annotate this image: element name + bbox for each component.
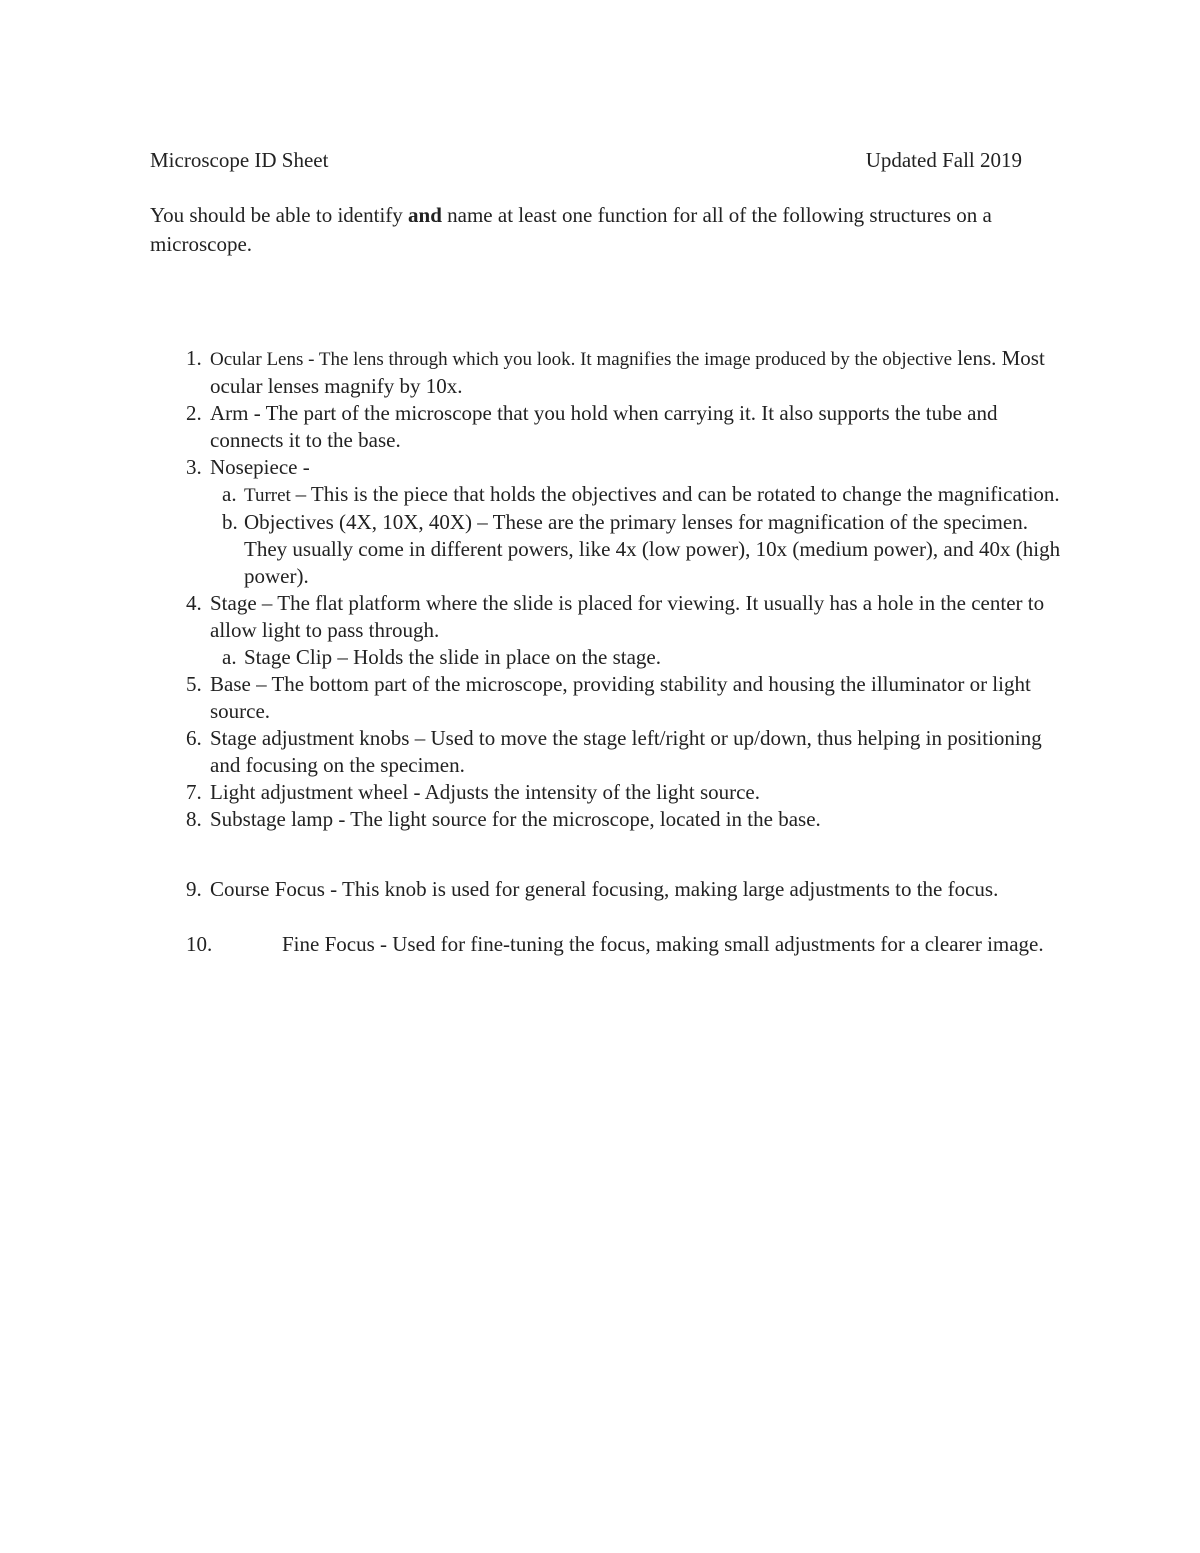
item-text: Arm - The part of the microscope that you hold when carrying it. It also supports the tube and connects it to the base. xyxy=(210,401,998,452)
list-item xyxy=(150,400,1070,454)
item-number: 5. xyxy=(186,672,202,696)
document-title: Microscope ID Sheet xyxy=(150,148,329,172)
item-text: Stage adjustment knobs – Used to move the stage left/right or up/down, thus helping in positioning and focusing on the specimen. xyxy=(210,726,1042,777)
item-text: Stage – The flat platform where the slide is placed for viewing. It usually has a hole in the center to allow light to pass through. xyxy=(210,591,1045,642)
structure-list xyxy=(150,345,1070,958)
list-item xyxy=(150,931,1070,958)
item-number: 7. xyxy=(186,780,202,804)
spacer xyxy=(150,903,1070,931)
sub-item xyxy=(150,481,1070,509)
sub-item xyxy=(150,509,1070,590)
item-name: Ocular Lens - xyxy=(210,349,319,370)
sub-item-letter: a. xyxy=(222,482,237,506)
item-number: 3. xyxy=(186,455,202,479)
sub-item-letter: a. xyxy=(222,645,237,669)
item-text: Nosepiece - xyxy=(210,455,310,479)
item-number: 9. xyxy=(186,877,202,901)
intro-text-start: You should be able to identify xyxy=(150,203,409,227)
sub-item-name: Turret xyxy=(244,485,296,506)
item-description-continued: lens. Most ocular lenses magnify by 10x. xyxy=(210,346,1045,398)
list-item xyxy=(150,806,1070,833)
item-description: The lens through which you look. It magnifies the image produced by the objective xyxy=(318,349,953,370)
sub-item-text: Stage Clip – Holds the slide in place on the stage. xyxy=(244,645,662,669)
sub-item-letter: b. xyxy=(222,510,238,534)
intro-text-end: name at least one function for all of the following structures on a microscope. xyxy=(150,203,992,256)
list-item xyxy=(150,454,1070,481)
sub-item-text: Objectives (4X, 10X, 40X) – These are the primary lenses for magnification of the specimen. They usually come in different powers, like 4x (low power), 10x (medium power), and 40x (high power). xyxy=(244,510,1061,588)
item-text: Base – The bottom part of the microscope, providing stability and housing the illuminator or light source. xyxy=(210,672,1031,723)
item-text: Light adjustment wheel - Adjusts the intensity of the light source. xyxy=(210,780,760,804)
list-item xyxy=(150,725,1070,779)
list-item xyxy=(150,590,1070,644)
item-number: 8. xyxy=(186,807,202,831)
updated-date: Updated Fall 2019 xyxy=(865,148,1022,172)
intro-paragraph xyxy=(150,201,1060,259)
sub-item xyxy=(150,644,1070,671)
list-item xyxy=(150,671,1070,725)
spacer xyxy=(150,833,1070,876)
item-number: 4. xyxy=(186,591,202,615)
list-item xyxy=(150,876,1070,903)
item-text: Substage lamp - The light source for the microscope, located in the base. xyxy=(210,807,821,831)
item-number: 2. xyxy=(186,401,202,425)
item-text: Fine Focus - Used for fine-tuning the focus, making small adjustments for a clearer image. xyxy=(282,932,1044,956)
item-number: 10. xyxy=(186,932,213,956)
intro-bold-word: and xyxy=(408,203,442,227)
item-text: Course Focus - This knob is used for general focusing, making large adjustments to the focus. xyxy=(210,877,999,901)
list-item xyxy=(150,779,1070,806)
sub-item-text: – This is the piece that holds the objectives and can be rotated to change the magnification. xyxy=(295,482,1060,506)
list-item xyxy=(150,345,1070,400)
item-number: 1. xyxy=(186,346,202,370)
item-number: 6. xyxy=(186,726,202,750)
